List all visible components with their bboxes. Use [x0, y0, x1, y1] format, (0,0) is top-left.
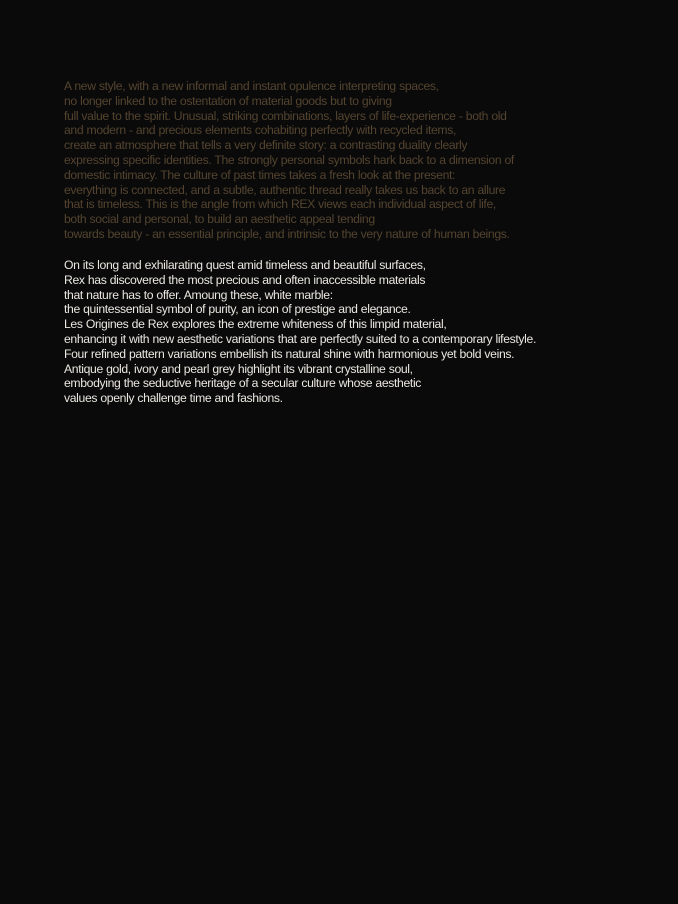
body-paragraph — [64, 258, 536, 406]
intro-line: both social and personal, to build an aesthetic appeal tending — [64, 212, 375, 227]
intro-line: and modern - and precious elements cohabiting perfectly with recycled items, — [64, 123, 457, 138]
intro-line: everything is connected, and a subtle, authentic thread really takes us back to an allure — [64, 182, 506, 197]
intro-line: domestic intimacy. The culture of past times takes a fresh look at the present: — [64, 167, 456, 182]
intro-line: full value to the spirit. Unusual, striking combinations, layers of life-experience - both old — [64, 108, 507, 123]
body-line: that nature has to offer. Amoung these, white marble: — [64, 287, 333, 302]
body-line: On its long and exhilarating quest amid timeless and beautiful surfaces, — [64, 258, 426, 272]
intro-line: that is timeless. This is the angle from which REX views each individual aspect of life, — [64, 197, 496, 212]
intro-line: towards beauty - an essential principle, and intrinsic to the very nature of human beings. — [64, 226, 510, 241]
body-line: Four refined pattern variations embellish its natural shine with harmonious yet bold veins. — [64, 346, 515, 361]
intro-line: create an atmosphere that tells a very definite story: a contrasting duality clearly — [64, 138, 468, 153]
body-line: the quintessential symbol of purity, an icon of prestige and elegance. — [64, 302, 411, 317]
body-line: Les Origines de Rex explores the extreme whiteness of this limpid material, — [64, 317, 447, 332]
body-line: Antique gold, ivory and pearl grey highlight its vibrant crystalline soul, — [64, 361, 413, 376]
intro-paragraph — [64, 79, 514, 242]
intro-line: expressing specific identities. The strongly personal symbols hark back to a dimension of — [64, 152, 514, 167]
body-line: values openly challenge time and fashions. — [64, 391, 283, 406]
body-line: Rex has discovered the most precious and often inaccessible materials — [64, 272, 426, 287]
body-line: embodying the seductive heritage of a secular culture whose aesthetic — [64, 376, 422, 391]
intro-line: no longer linked to the ostentation of material goods but to giving — [64, 93, 392, 108]
intro-line: A new style, with a new informal and instant opulence interpreting spaces, — [64, 79, 439, 93]
body-line: enhancing it with new aesthetic variations that are perfectly suited to a contemporary lifestyle. — [64, 331, 536, 346]
